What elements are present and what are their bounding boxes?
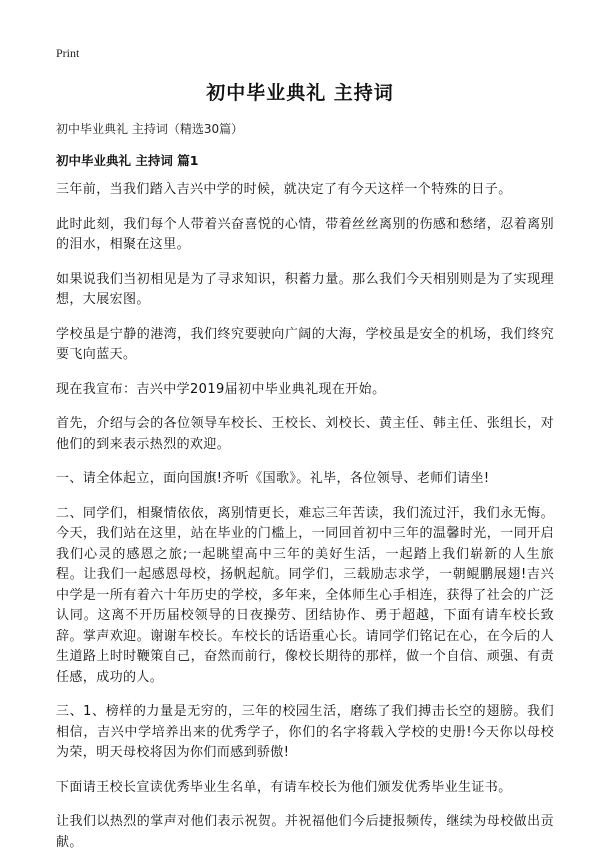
paragraph: 下面请王校长宣读优秀毕业生名单，有请车校长为他们颁发优秀毕业生证书。 xyxy=(56,779,512,795)
paragraph: 三、1、榜样的力量是无穷的，三年的校园生活，磨练了我们搏击长空的翅膀。我们相信，吉兴中学培养出来的优秀学子，你们的名字将载入学校的史册!今天你以母校为荣，明天母校将因为你们而感到骄傲! xyxy=(56,704,554,760)
paragraph: 此时此刻，我们每个人带着兴奋喜悦的心情，带着丝丝离别的伤感和愁绪，忍着离别的泪水，相聚在这里。 xyxy=(56,216,554,252)
paragraph: 三年前，当我们踏入吉兴中学的时候，就决定了有今天这样一个特殊的日子。 xyxy=(56,182,512,197)
section-heading: 初中毕业典礼 主持词 篇1 xyxy=(56,153,199,168)
paragraph: 让我们以热烈的掌声对他们表示祝贺。并祝福他们今后捷报频传，继续为母校做出贡献。 xyxy=(56,814,554,850)
paragraph: 学校虽是宁静的港湾，我们终究要驶向广阔的大海，学校虽是安全的机场，我们终究要飞向蓝天。 xyxy=(56,326,554,362)
page-title: 初中毕业典礼 主持词 xyxy=(206,82,394,104)
paragraph: 一、请全体起立，面向国旗!齐听《国歌》。礼毕，各位领导、老师们请坐! xyxy=(56,471,490,486)
paragraph: 现在我宣布：吉兴中学2019届初中毕业典礼现在开始。 xyxy=(56,381,386,397)
paragraph: 二、同学们，相聚情依依，离别情更长，难忘三年苦读，我们流过汗，我们永无悔。今天，我们站在这里，站在毕业的门槛上，一同回首初中三年的温馨时光，一同开启我们心灵的感恩之旅;一起眺望高中三年的美好生活，一起踏上我们崭新的人生旅程。让我们一起感恩母校，扬帆起航。同学们，三载励志求学，一朝鲲鹏展翅!吉兴中学是一所有着六十年历史的学校，多年来，全体师生心手相连，获得了社会的广泛认同。这离不开历届校领导的日夜操劳、团结协作、勇于超越，下面有请车校长致辞。掌声欢迎。谢谢车校长。车校长的话语重心长。请同学们铭记在心，在今后的人生道路上时时鞭策自己，奋然而前行，像校长期待的那样，做一个自信、顽强、有责任感，成功的人。 xyxy=(56,505,554,685)
paragraph: 首先，介绍与会的各位领导车校长、王校长、刘校长、黄主任、韩主任、张组长，对他们的到来表示热烈的欢迎。 xyxy=(56,416,554,452)
print-link[interactable]: Print xyxy=(56,46,80,60)
document-body xyxy=(56,180,554,853)
document-subtitle: 初中毕业典礼 主持词（精选30篇） xyxy=(56,122,244,136)
paragraph: 如果说我们当初相见是为了寻求知识，积蓄力量。那么我们今天相别则是为了实现理想，大展宏图。 xyxy=(56,271,554,307)
